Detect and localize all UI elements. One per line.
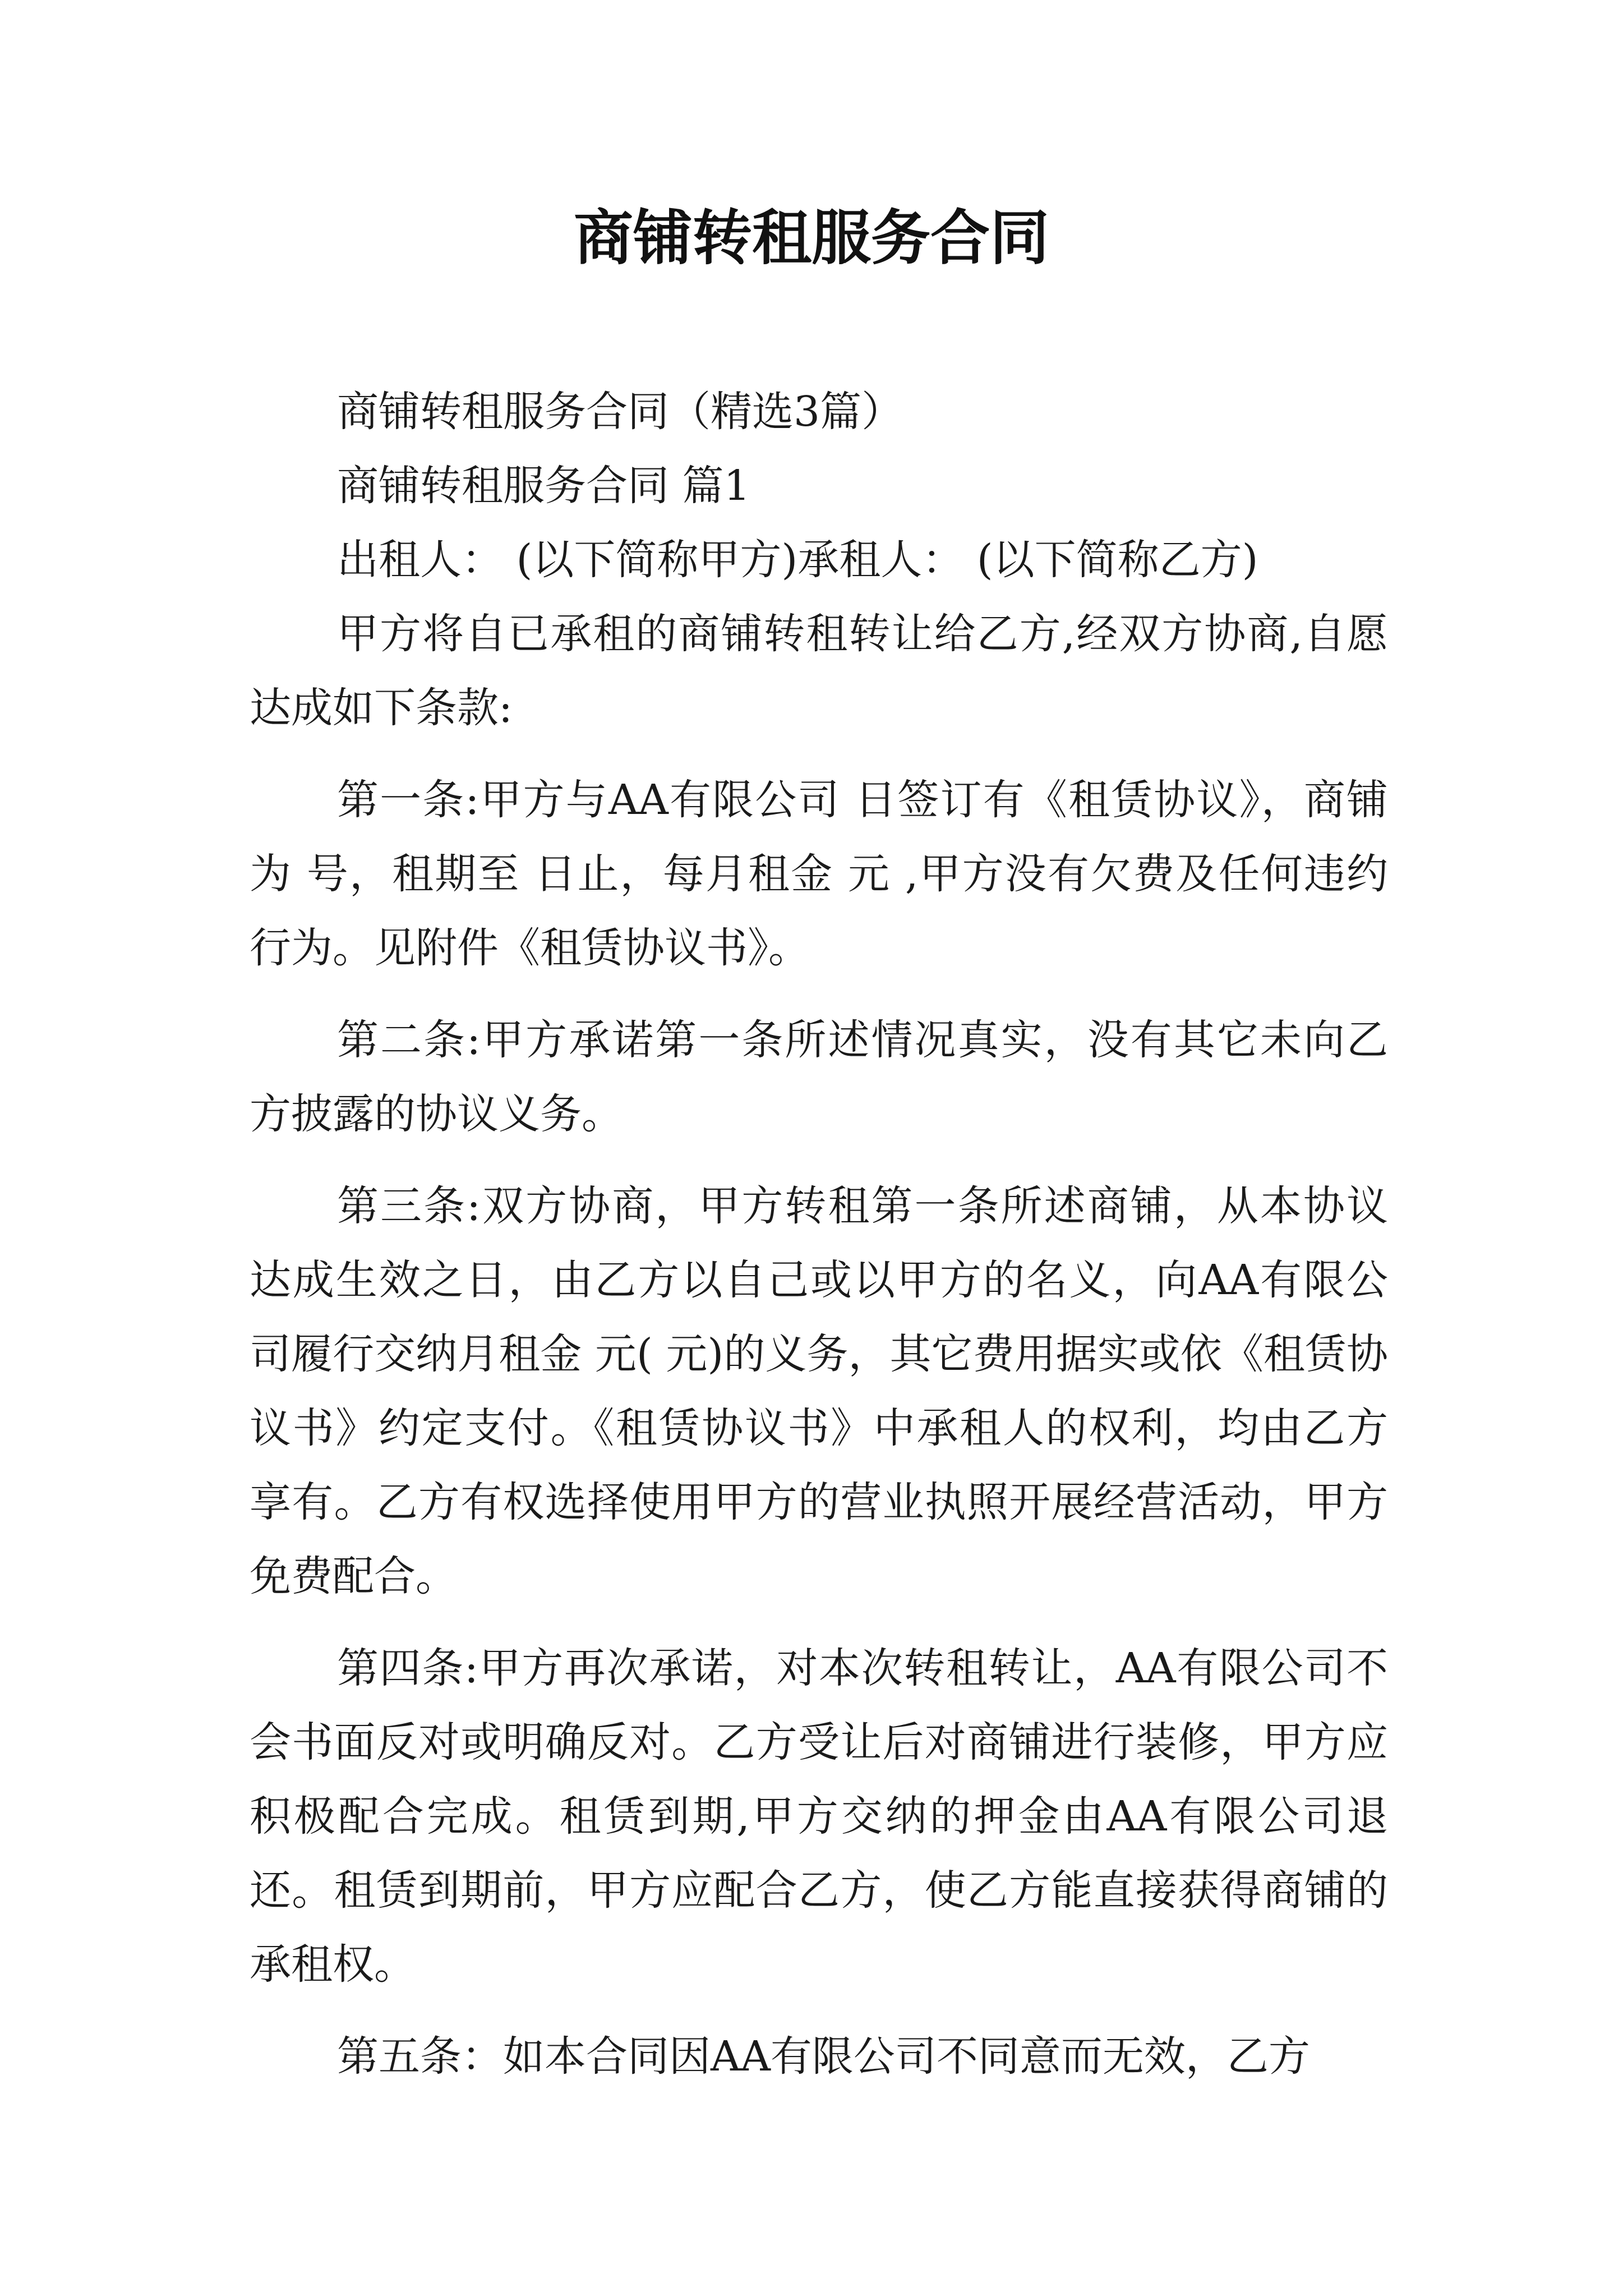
article-1-paragraph: 第一条:甲方与AA有限公司 日签订有《租赁协议》，商铺为 号，租期至 日止，每月租金 元 ,甲方没有欠费及任何违约行为。见附件《租赁协议书》。 [250, 776, 1388, 972]
article-4-paragraph: 第四条:甲方再次承诺，对本次转租转让，AA有限公司不会书面反对或明确反对。乙方受让后对商铺进行装修，甲方应积极配合完成。租赁到期,甲方交纳的押金由AA有限公司退还。租赁到期前，甲方应配合乙方，使乙方能直接获得商铺的承租权。 [250, 1644, 1388, 1989]
parties-paragraph: 出租人： (以下简称甲方)承租人： (以下简称乙方) [337, 536, 1258, 584]
document-title: 商铺转租服务合同 [574, 204, 1049, 273]
subtitle-paragraph: 商铺转租服务合同（精选3篇） [337, 388, 903, 436]
article-2-paragraph: 第二条:甲方承诺第一条所述情况真实，没有其它未向乙方披露的协议义务。 [250, 1016, 1388, 1138]
section-heading-paragraph: 商铺转租服务合同 篇1 [337, 462, 750, 510]
intro-paragraph: 甲方将自已承租的商铺转租转让给乙方,经双方协商,自愿达成如下条款: [250, 610, 1388, 732]
article-3-paragraph: 第三条:双方协商，甲方转租第一条所述商铺，从本协议达成生效之日，由乙方以自己或以甲方的名义，向AA有限公司履行交纳月租金 元( 元)的义务，其它费用据实或依《租赁协议书》约定支付。《租赁协议书》中承租人的权利，均由乙方享有。乙方有权选择使用甲方的营业执照开展经营活动，甲方免费配合。 [250, 1182, 1388, 1600]
article-5-paragraph: 第五条：如本合同因AA有限公司不同意而无效，乙方 [337, 2032, 1310, 2081]
document-body [250, 375, 1388, 2093]
